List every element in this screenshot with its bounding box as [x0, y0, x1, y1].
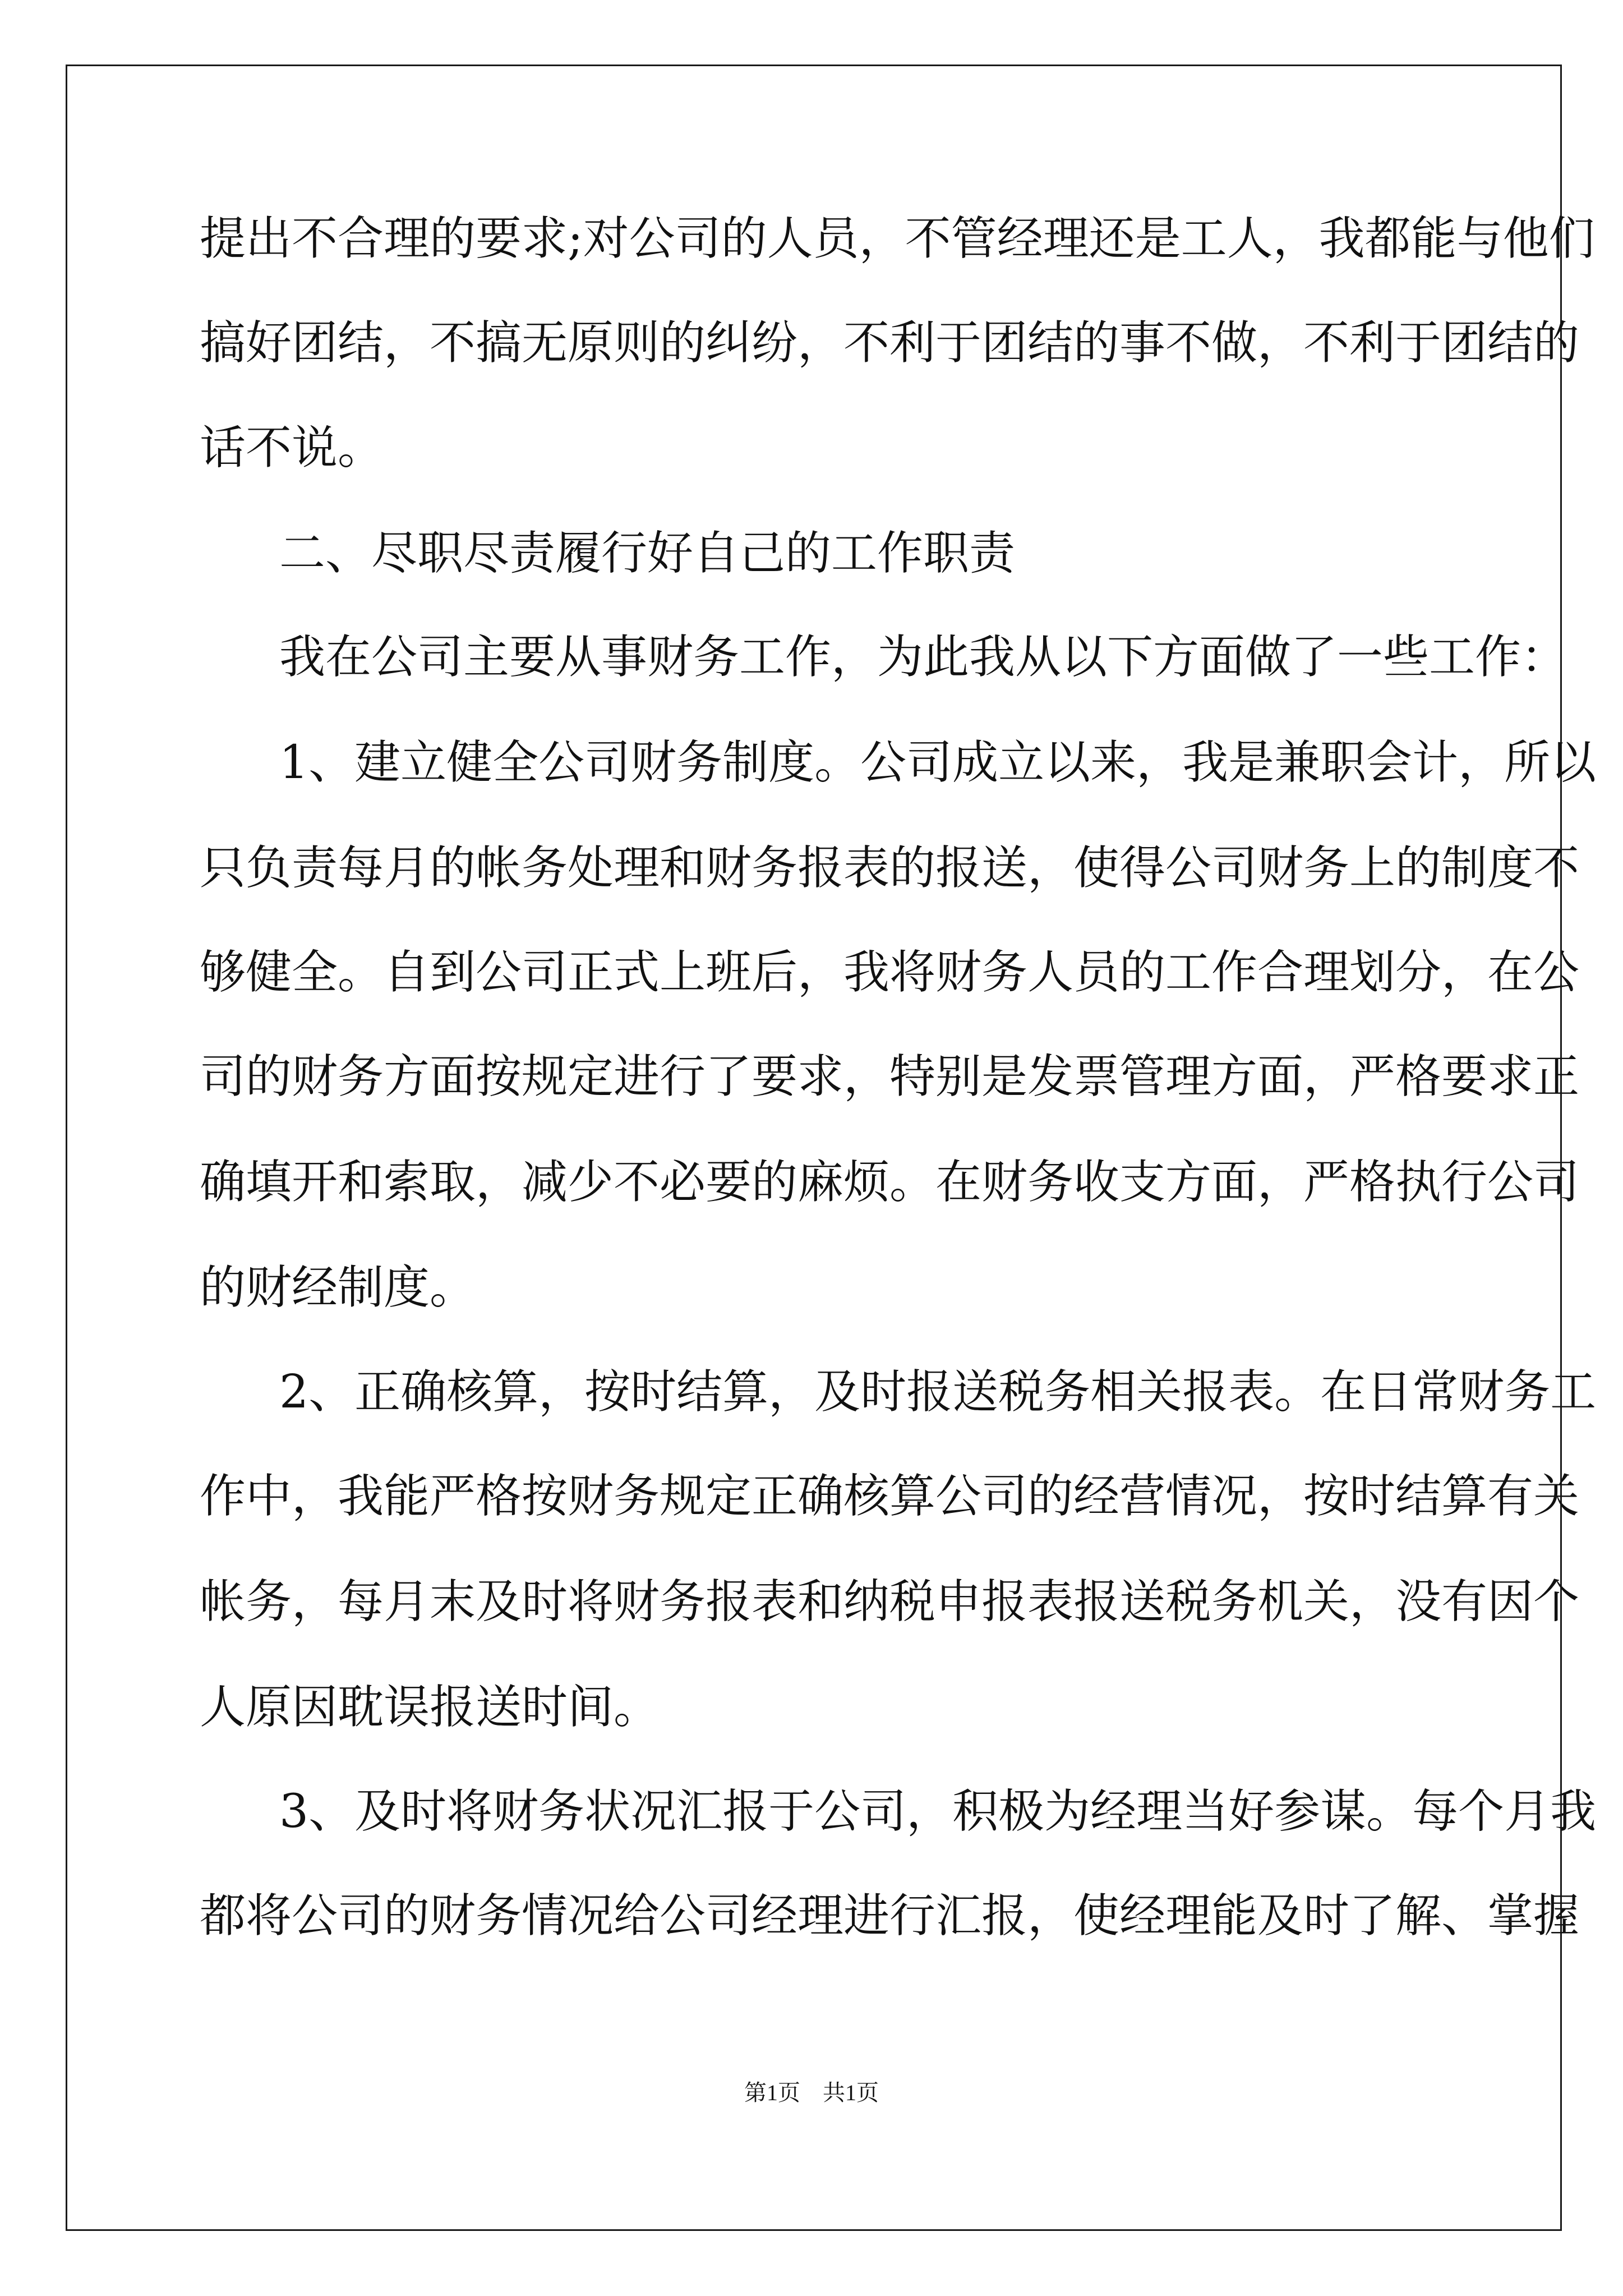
text-line: 只负责每月的帐务处理和财务报表的报送，使得公司财务上的制度不 — [200, 841, 1580, 895]
text-line: 3、及时将财务状况汇报于公司，积极为经理当好参谋。每个月我 — [279, 1785, 1597, 1838]
text-line: 司的财务方面按规定进行了要求，特别是发票管理方面，严格要求正 — [200, 1050, 1580, 1103]
text-line: 都将公司的财务情况给公司经理进行汇报，使经理能及时了解、掌握 — [200, 1889, 1580, 1943]
text-line: 帐务，每月末及时将财务报表和纳税申报表报送税务机关，没有因个 — [200, 1575, 1580, 1628]
text-line: 话不说。 — [200, 421, 384, 475]
text-line: 2、正确核算，按时结算，及时报送税务相关报表。在日常财务工 — [279, 1365, 1597, 1419]
page-number: 第1页 — [744, 2080, 800, 2105]
text-line: 我在公司主要从事财务工作，为此我从以下方面做了一些工作： — [279, 631, 1567, 684]
page-footer — [0, 2079, 1623, 2107]
text-line: 作中，我能严格按财务规定正确核算公司的经营情况，按时结算有关 — [200, 1470, 1580, 1523]
text-line: 人原因耽误报送时间。 — [200, 1681, 660, 1734]
section-heading: 二、尽职尽责履行好自己的工作职责 — [279, 527, 1016, 580]
text-line: 提出不合理的要求;对公司的人员，不管经理还是工人，我都能与他们 — [200, 212, 1595, 265]
text-line: 的财经制度。 — [200, 1261, 476, 1314]
page-total: 共1页 — [823, 2080, 879, 2105]
text-line: 1、建立健全公司财务制度。公司成立以来，我是兼职会计，所以 — [279, 736, 1597, 789]
text-line: 搞好团结，不搞无原则的纠纷，不利于团结的事不做，不利于团结的 — [200, 316, 1580, 370]
text-line: 够健全。自到公司正式上班后，我将财务人员的工作合理划分，在公 — [200, 946, 1580, 999]
text-line: 确填开和索取，减少不必要的麻烦。在财务收支方面，严格执行公司 — [200, 1156, 1580, 1209]
